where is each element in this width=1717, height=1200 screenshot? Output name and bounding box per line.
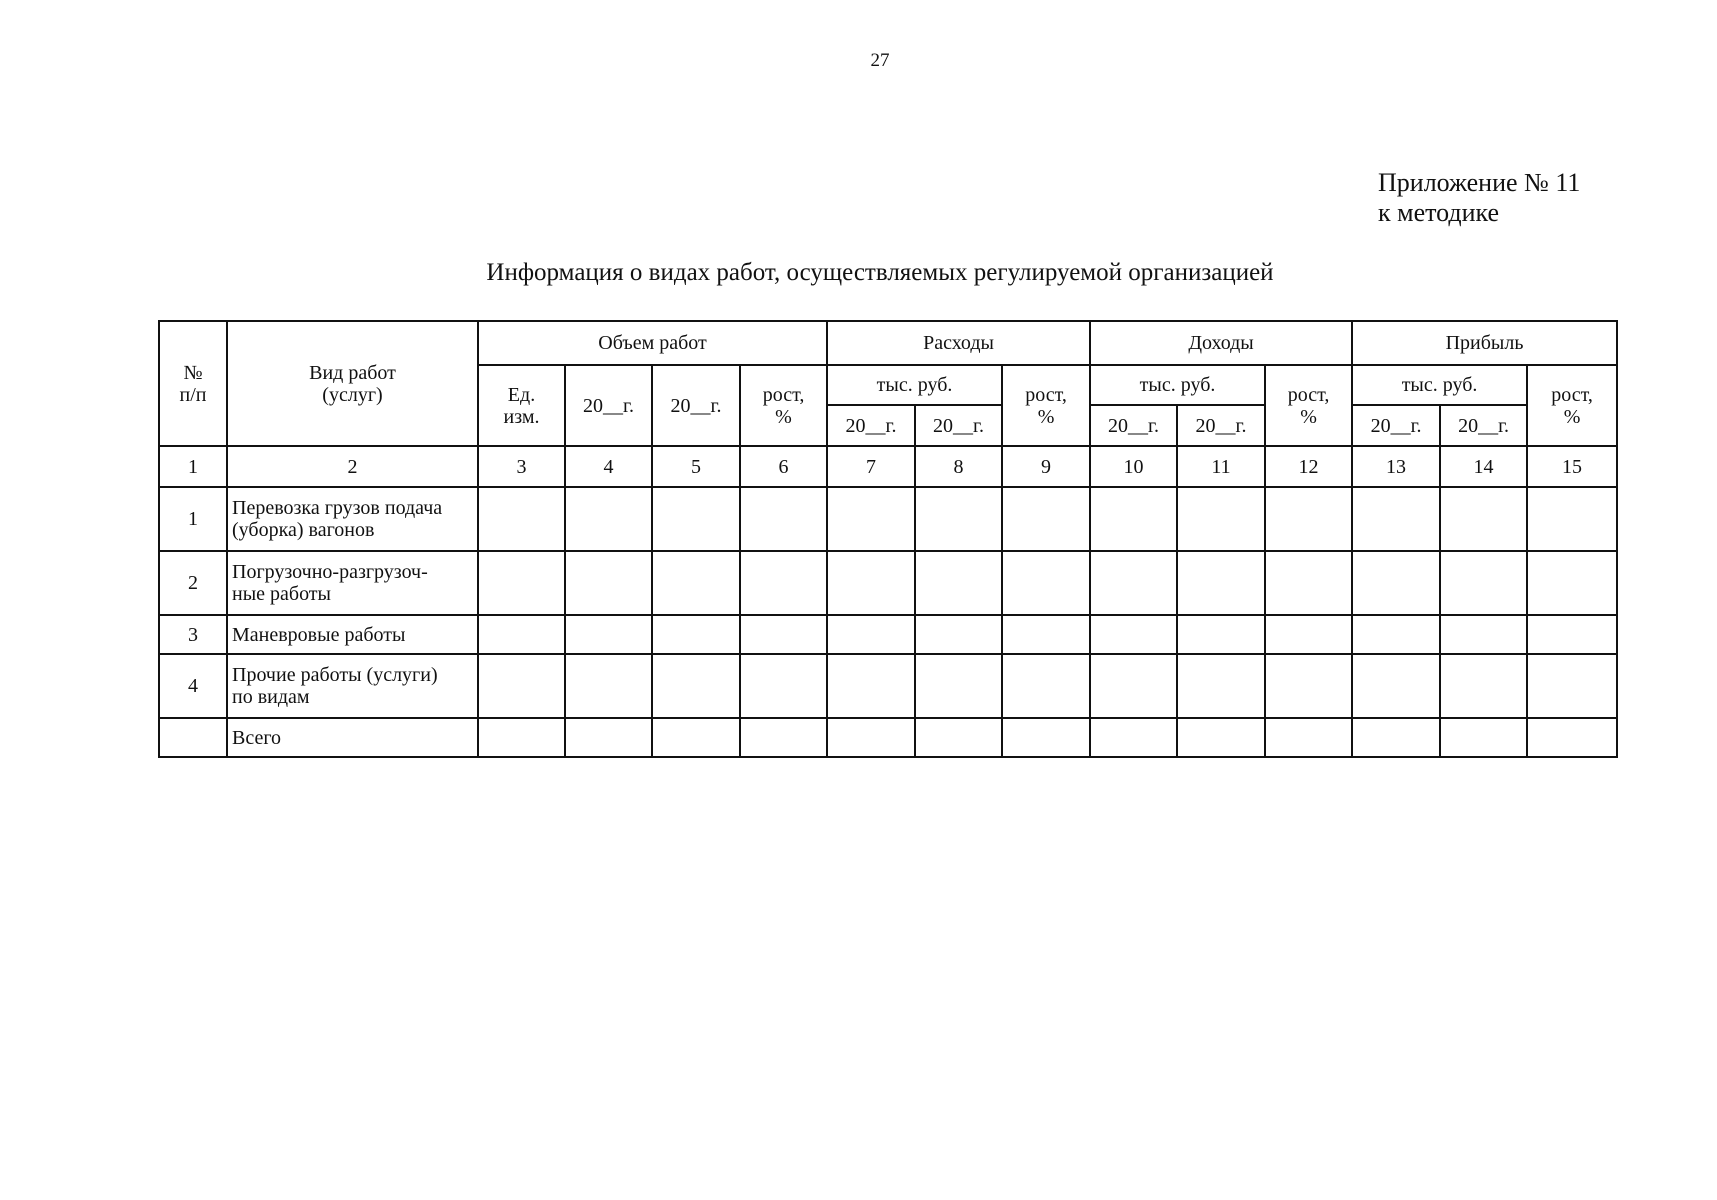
row-number-cell [159,718,227,757]
empty-value-cell [827,551,915,615]
column-number-cell: 11 [1177,446,1265,487]
empty-value-cell [1265,654,1352,718]
work-type-cell: Маневровые работы [227,615,478,654]
empty-value-cell [915,615,1002,654]
empty-value-cell [1177,615,1265,654]
empty-value-cell [1265,551,1352,615]
header-expenses-growth: рост, % [1002,365,1090,446]
empty-value-cell [1002,551,1090,615]
empty-value-cell [1527,654,1617,718]
empty-value-cell [1090,718,1177,757]
empty-value-cell [915,718,1002,757]
empty-value-cell [478,718,565,757]
empty-value-cell [1440,551,1527,615]
header-profit-thousand-rub: тыс. руб. [1352,365,1527,405]
header-profit-year-1: 20__г. [1352,405,1440,446]
empty-value-cell [1352,487,1440,551]
header-income-year-1: 20__г. [1090,405,1177,446]
empty-value-cell [1440,654,1527,718]
empty-value-cell [652,654,740,718]
table-row [159,487,1617,551]
empty-value-cell [652,487,740,551]
empty-value-cell [565,487,652,551]
empty-value-cell [1090,654,1177,718]
column-number-cell: 3 [478,446,565,487]
header-group-profit: Прибыль [1352,321,1617,365]
header-expenses-year-1: 20__г. [827,405,915,446]
empty-value-cell [827,615,915,654]
empty-value-cell [1177,654,1265,718]
empty-value-cell [827,487,915,551]
empty-value-cell [478,654,565,718]
header-unit: Ед. изм. [478,365,565,446]
empty-value-cell [1002,487,1090,551]
empty-value-cell [1527,487,1617,551]
empty-value-cell [915,487,1002,551]
empty-value-cell [1440,487,1527,551]
header-expenses-thousand-rub: тыс. руб. [827,365,1002,405]
empty-value-cell [1527,615,1617,654]
header-group-expenses: Расходы [827,321,1090,365]
empty-value-cell [740,654,827,718]
column-number-cell: 14 [1440,446,1527,487]
empty-value-cell [1265,487,1352,551]
table-row [159,551,1617,615]
empty-value-cell [1265,615,1352,654]
empty-value-cell [1002,615,1090,654]
empty-value-cell [565,654,652,718]
header-group-income: Доходы [1090,321,1352,365]
empty-value-cell [1002,718,1090,757]
header-group-volume: Объем работ [478,321,827,365]
appendix-line-2: к методике [1378,198,1500,227]
header-expenses-year-2: 20__г. [915,405,1002,446]
work-type-cell: Перевозка грузов подача (уборка) вагонов [227,487,478,551]
empty-value-cell [1090,487,1177,551]
empty-value-cell [1002,654,1090,718]
empty-value-cell [1527,718,1617,757]
column-number-cell: 1 [159,446,227,487]
empty-value-cell [1090,615,1177,654]
column-number-cell: 9 [1002,446,1090,487]
header-volume-growth: рост, % [740,365,827,446]
appendix-line-1: Приложение № 11 [1378,168,1581,197]
empty-value-cell [1527,551,1617,615]
row-number-cell: 1 [159,487,227,551]
empty-value-cell [478,487,565,551]
empty-value-cell [1177,551,1265,615]
table-row [159,718,1617,757]
column-number-cell: 5 [652,446,740,487]
row-number-cell: 3 [159,615,227,654]
empty-value-cell [1265,718,1352,757]
column-number-cell: 4 [565,446,652,487]
work-types-table [158,320,1618,758]
work-type-cell: Погрузочно-разгрузоч- ные работы [227,551,478,615]
header-work-type: Вид работ (услуг) [227,321,478,446]
empty-value-cell [1352,654,1440,718]
empty-value-cell [915,654,1002,718]
header-volume-year-1: 20__г. [565,365,652,446]
row-number-cell: 2 [159,551,227,615]
header-income-growth: рост, % [1265,365,1352,446]
header-num: № п/п [159,321,227,446]
page-number: 27 [870,50,890,71]
row-number-cell: 4 [159,654,227,718]
empty-value-cell [740,615,827,654]
empty-value-cell [478,551,565,615]
empty-value-cell [827,718,915,757]
empty-value-cell [652,551,740,615]
column-number-cell: 12 [1265,446,1352,487]
empty-value-cell [565,718,652,757]
empty-value-cell [1177,487,1265,551]
work-type-cell: Прочие работы (услуги) по видам [227,654,478,718]
empty-value-cell [740,718,827,757]
empty-value-cell [1440,615,1527,654]
header-income-thousand-rub: тыс. руб. [1090,365,1265,405]
column-numbers-row [159,446,1617,487]
empty-value-cell [740,551,827,615]
column-number-cell: 2 [227,446,478,487]
empty-value-cell [740,487,827,551]
empty-value-cell [1352,615,1440,654]
header-profit-growth: рост, % [1527,365,1617,446]
empty-value-cell [1090,551,1177,615]
empty-value-cell [1440,718,1527,757]
header-income-year-2: 20__г. [1177,405,1265,446]
appendix-note [1378,168,1580,228]
table-row [159,615,1617,654]
empty-value-cell [1352,718,1440,757]
empty-value-cell [1352,551,1440,615]
column-number-cell: 7 [827,446,915,487]
empty-value-cell [827,654,915,718]
table-header [159,321,1617,446]
empty-value-cell [565,615,652,654]
empty-value-cell [1177,718,1265,757]
column-number-cell: 10 [1090,446,1177,487]
header-volume-year-2: 20__г. [652,365,740,446]
empty-value-cell [565,551,652,615]
empty-value-cell [652,615,740,654]
table-row [159,654,1617,718]
document-title: Информация о видах работ, осуществляемых регулируемой организацией [486,259,1274,286]
empty-value-cell [915,551,1002,615]
empty-value-cell [652,718,740,757]
column-number-cell: 13 [1352,446,1440,487]
work-type-cell: Всего [227,718,478,757]
column-number-cell: 15 [1527,446,1617,487]
table-body [159,446,1617,757]
empty-value-cell [478,615,565,654]
column-number-cell: 8 [915,446,1002,487]
column-number-cell: 6 [740,446,827,487]
header-profit-year-2: 20__г. [1440,405,1527,446]
